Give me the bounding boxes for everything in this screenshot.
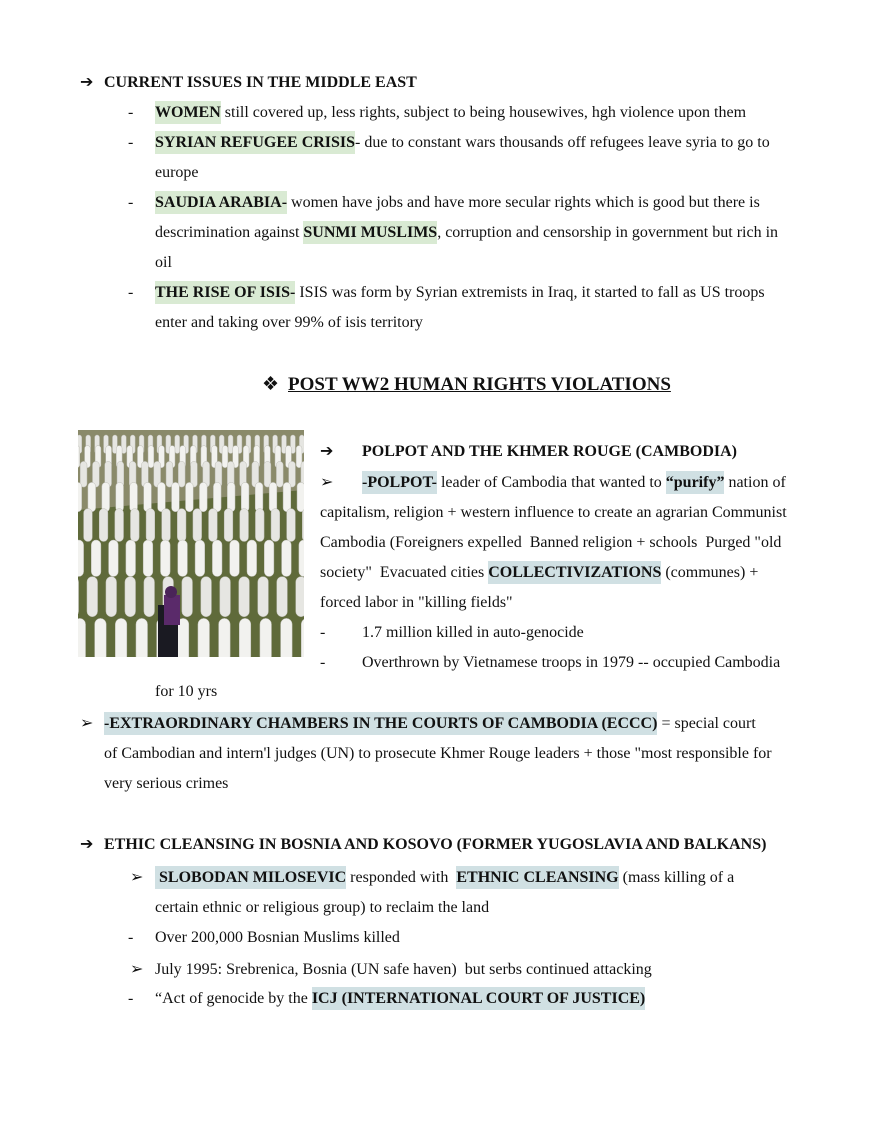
text-segment: - due to constant wars thousands off refugees leave syria to go to: [355, 134, 770, 151]
grave-marker: [296, 577, 304, 617]
grave-marker: [239, 618, 251, 657]
grave-marker: [209, 509, 218, 542]
text-line: [362, 653, 780, 673]
text-line: [155, 682, 217, 702]
grave-marker: [240, 509, 249, 542]
grave-marker: [99, 509, 108, 542]
grave-marker: [144, 577, 155, 617]
grave-marker: [116, 482, 124, 511]
grave-marker: [277, 577, 288, 617]
bullet-icon: ➢: [130, 961, 144, 978]
grave-marker: [212, 540, 222, 577]
text-segment: = special court: [657, 715, 756, 732]
grave-marker: [247, 540, 257, 577]
text-segment: (mass killing of a: [618, 869, 735, 886]
highlighted-term: COLLECTIVIZATIONS: [488, 561, 661, 584]
text-line: [155, 868, 734, 888]
bullet-icon: -: [128, 194, 134, 211]
grave-marker: [264, 540, 274, 577]
grave-marker: [182, 577, 193, 617]
text-line: [362, 442, 737, 462]
highlighted-term: SAUDIA ARABIA-: [155, 191, 287, 214]
grave-marker: [136, 618, 148, 657]
highlighted-term: WOMEN: [155, 101, 221, 124]
text-segment: responded with: [346, 869, 457, 886]
bullet-icon: -: [320, 654, 326, 671]
grave-marker: [276, 461, 283, 487]
grave-marker: [258, 577, 269, 617]
grave-marker: [175, 435, 180, 454]
grave-marker: [84, 509, 93, 542]
grave-marker: [158, 482, 166, 511]
grave-marker: [302, 509, 304, 542]
text-line: [155, 928, 400, 948]
grave-marker: [213, 482, 221, 511]
text-segment: descrimination against: [155, 224, 304, 241]
text-line: [362, 473, 786, 493]
grave-marker: [144, 482, 152, 511]
grave-marker: [220, 577, 231, 617]
grave-marker: [80, 461, 87, 487]
text-segment: CURRENT ISSUES IN THE MIDDLE EAST: [104, 74, 417, 91]
text-line: [155, 193, 760, 213]
grave-marker: [78, 540, 84, 577]
grave-marker: [299, 540, 304, 577]
text-segment: women have jobs and have more secular rights which is good but there is: [287, 194, 760, 211]
bullet-icon: ➢: [130, 869, 144, 886]
text-segment: nation of: [724, 474, 786, 491]
highlighted-term: THE RISE OF ISIS-: [155, 281, 295, 304]
grave-marker: [91, 540, 101, 577]
text-segment: 1.7 million killed in auto-genocide: [362, 624, 584, 641]
bullet-icon: -: [128, 104, 134, 121]
text-line: [362, 623, 584, 643]
text-line: [320, 563, 758, 583]
grave-marker: [78, 577, 79, 617]
text-line: [155, 253, 172, 273]
grave-marker: [222, 446, 228, 468]
bullet-icon: ❖: [262, 374, 280, 395]
highlighted-term: SLOBODAN MILOSEVIC: [155, 866, 346, 889]
grave-marker: [186, 482, 194, 511]
grave-marker: [271, 509, 280, 542]
grave-marker: [102, 482, 110, 511]
highlighted-term: -POLPOT-: [362, 471, 437, 494]
grave-marker: [283, 482, 291, 511]
text-segment: July 1995: Srebrenica, Bosnia (UN safe haven) but serbs continued attacking: [155, 961, 652, 978]
grave-marker: [281, 618, 293, 657]
text-segment: society" Evacuated cities: [320, 564, 489, 581]
person-head: [165, 586, 177, 598]
text-line: [155, 989, 645, 1009]
bullet-icon: ➔: [80, 74, 94, 91]
text-segment: enter and taking over 99% of isis territory: [155, 314, 423, 331]
grave-marker: [177, 509, 186, 542]
bullet-icon: ➔: [80, 836, 94, 853]
text-segment: Over 200,000 Bosnian Muslims killed: [155, 929, 400, 946]
grave-marker: [130, 509, 139, 542]
person-headscarf: [164, 595, 180, 625]
text-segment: for 10 yrs: [155, 683, 218, 700]
text-line: [155, 133, 770, 153]
grave-marker: [269, 482, 277, 511]
bullet-icon: -: [320, 624, 326, 641]
text-segment: oil: [155, 254, 172, 271]
bullet-icon: -: [128, 134, 134, 151]
text-line: [155, 313, 423, 333]
bullet-icon: -: [128, 284, 134, 301]
text-line: [155, 223, 778, 243]
text-segment: leader of Cambodia that wanted to: [436, 474, 666, 491]
bullet-icon: -: [128, 929, 134, 946]
text-segment: capitalism, religion + western influence to create an agrarian Communist: [320, 504, 787, 521]
text-line: [104, 774, 228, 794]
grave-marker: [241, 482, 249, 511]
grave-marker: [255, 509, 264, 542]
grave-marker: [115, 618, 127, 657]
grave-marker: [143, 540, 153, 577]
text-line: [155, 283, 765, 303]
highlighted-term: SYRIAN REFUGEE CRISIS: [155, 131, 355, 154]
grave-marker: [78, 618, 86, 657]
grave-marker: [199, 482, 207, 511]
grave-marker: [230, 540, 240, 577]
grave-marker: [219, 618, 231, 657]
grave-marker: [297, 482, 304, 511]
text-line: [155, 163, 199, 183]
highlighted-term: “purify”: [666, 471, 725, 494]
bullet-icon: ➔: [320, 443, 334, 460]
text-line: [155, 960, 652, 980]
text-line: [320, 593, 513, 613]
grave-marker: [115, 509, 124, 542]
grave-marker: [193, 509, 202, 542]
highlighted-term: SUNMI MUSLIMS: [303, 221, 437, 244]
grave-marker: [148, 446, 154, 468]
text-segment: very serious crimes: [104, 775, 229, 792]
text-segment: ISIS was form by Syrian extremists in Iraq, it started to fall as US troops: [295, 284, 765, 301]
grave-marker: [201, 577, 212, 617]
text-line: [104, 744, 772, 764]
bullet-icon: ➢: [320, 474, 334, 491]
section-title: [288, 375, 671, 396]
text-segment: , corruption and censorship in government but rich in: [437, 224, 779, 241]
grave-marker: [178, 540, 188, 577]
text-line: [104, 714, 756, 734]
text-segment: ETHIC CLEANSING IN BOSNIA AND KOSOVO (FORMER YUGOSLAVIA AND BALKANS): [104, 836, 767, 853]
bullet-icon: ➢: [80, 715, 94, 732]
grave-marker: [166, 461, 173, 487]
grave-marker: [282, 540, 292, 577]
text-line: [104, 835, 766, 855]
text-segment: still covered up, less rights, subject to being housewives, hgh violence upon them: [220, 104, 747, 121]
text-segment: certain ethnic or religious group) to reclaim the land: [155, 899, 490, 916]
grave-marker: [106, 577, 117, 617]
grave-marker: [87, 577, 98, 617]
section-title-text: POST WW2 HUMAN RIGHTS VIOLATIONS: [288, 374, 671, 395]
grave-marker: [172, 482, 180, 511]
bullet-icon: -: [128, 990, 134, 1007]
grave-marker: [239, 577, 250, 617]
text-segment: forced labor in "killing fields": [320, 594, 513, 611]
text-line: [320, 533, 781, 553]
text-line: [320, 503, 787, 523]
highlighted-term: ETHNIC CLEANSING: [456, 866, 618, 889]
grave-marker: [162, 509, 171, 542]
grave-marker: [260, 618, 272, 657]
text-segment: of Cambodian and intern'l judges (UN) to prosecute Khmer Rouge leaders + those "most responsible for: [104, 745, 772, 762]
grave-marker: [146, 509, 155, 542]
grave-marker: [78, 446, 80, 468]
text-segment: POLPOT AND THE KHMER ROUGE (CAMBODIA): [362, 443, 737, 460]
grave-marker: [126, 540, 136, 577]
text-segment: “Act of genocide by the: [155, 990, 312, 1007]
highlighted-term: -EXTRAORDINARY CHAMBERS IN THE COURTS OF CAMBODIA (ECCC): [104, 712, 657, 735]
grave-marker: [287, 509, 296, 542]
grave-marker: [255, 482, 263, 511]
text-segment: Overthrown by Vietnamese troops in 1979 -- occupied Cambodia: [362, 654, 781, 671]
grave-marker: [195, 540, 205, 577]
text-line: [155, 898, 489, 918]
memorial-cemetery-photo: [78, 430, 304, 657]
grave-marker: [161, 540, 171, 577]
grave-marker: [178, 461, 185, 487]
text-line: [155, 103, 746, 123]
grave-marker: [198, 618, 210, 657]
grave-marker: [78, 482, 82, 511]
text-line: [104, 73, 417, 93]
grave-marker: [228, 435, 233, 454]
grave-marker: [130, 482, 138, 511]
text-segment: (communes) +: [661, 564, 759, 581]
grave-marker: [95, 618, 107, 657]
grave-marker: [224, 509, 233, 542]
text-segment: europe: [155, 164, 199, 181]
text-segment: Cambodia (Foreigners expelled Banned religion + schools Purged "old: [320, 534, 782, 551]
grave-marker: [125, 577, 136, 617]
highlighted-term: ICJ (INTERNATIONAL COURT OF JUSTICE): [312, 987, 645, 1010]
grave-marker: [301, 618, 304, 657]
grave-marker: [227, 482, 235, 511]
grave-marker: [88, 482, 96, 511]
grave-marker: [109, 540, 119, 577]
